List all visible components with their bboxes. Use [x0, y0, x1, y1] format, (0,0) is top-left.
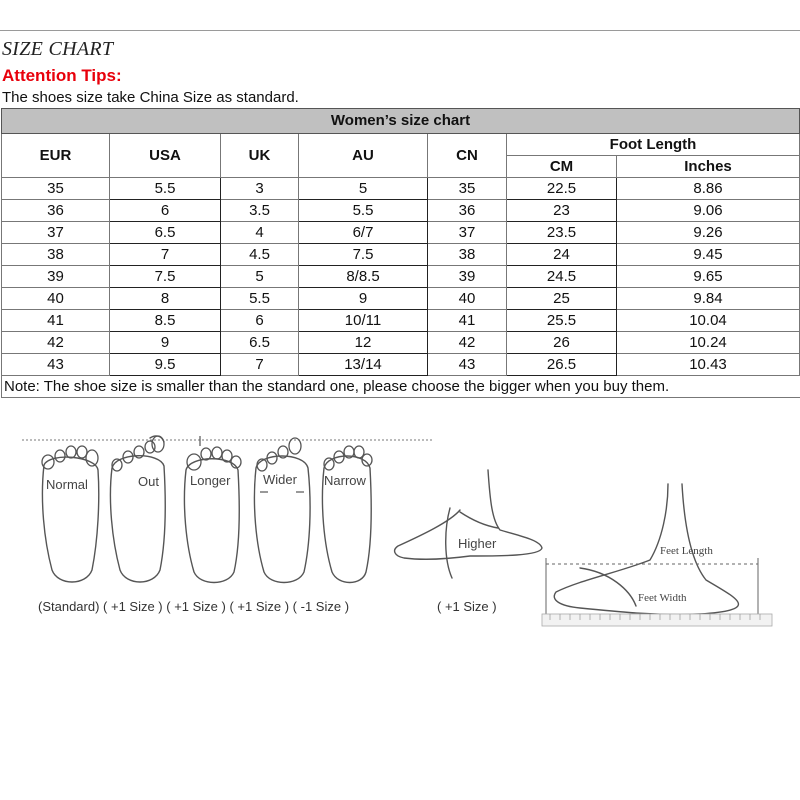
feet-width-label: Feet Width	[638, 592, 687, 604]
higher-label: Higher	[458, 536, 497, 551]
table-banner: Women’s size chart	[2, 109, 800, 134]
cell-au: 5	[299, 178, 428, 200]
column-header-uk: UK	[221, 134, 299, 178]
cell-inches: 9.65	[617, 266, 800, 288]
cell-eur: 38	[2, 244, 110, 266]
foot-label-longer: Longer	[190, 473, 231, 488]
size-chart-table	[1, 108, 800, 398]
cell-usa: 6	[110, 200, 221, 222]
cell-cn: 41	[428, 310, 507, 332]
table-row	[2, 310, 800, 332]
cell-cm: 25.5	[507, 310, 617, 332]
cell-cn: 35	[428, 178, 507, 200]
foot-wider-sketch	[254, 438, 310, 583]
cell-eur: 37	[2, 222, 110, 244]
cell-usa: 5.5	[110, 178, 221, 200]
feet-length-label: Feet Length	[660, 545, 713, 557]
foot-out-sketch	[110, 436, 165, 582]
cell-inches: 10.24	[617, 332, 800, 354]
cell-cn: 40	[428, 288, 507, 310]
cell-usa: 6.5	[110, 222, 221, 244]
cell-eur: 40	[2, 288, 110, 310]
foot-label-out: Out	[138, 474, 159, 489]
table-row	[2, 244, 800, 266]
cell-inches: 8.86	[617, 178, 800, 200]
cell-cm: 24.5	[507, 266, 617, 288]
cell-eur: 43	[2, 354, 110, 376]
column-header-eur: EUR	[2, 134, 110, 178]
cell-cn: 39	[428, 266, 507, 288]
cell-uk: 4	[221, 222, 299, 244]
cell-cn: 42	[428, 332, 507, 354]
cell-au: 12	[299, 332, 428, 354]
cell-uk: 4.5	[221, 244, 299, 266]
cell-cn: 38	[428, 244, 507, 266]
cell-cn: 37	[428, 222, 507, 244]
attention-heading: Attention Tips:	[2, 66, 122, 85]
column-header-au: AU	[299, 134, 428, 178]
cell-uk: 5	[221, 266, 299, 288]
table-row	[2, 354, 800, 376]
cell-au: 7.5	[299, 244, 428, 266]
cell-inches: 9.06	[617, 200, 800, 222]
cell-inches: 9.26	[617, 222, 800, 244]
cell-inches: 10.43	[617, 354, 800, 376]
cell-cm: 22.5	[507, 178, 617, 200]
foot-longer-sketch	[184, 436, 241, 583]
cell-eur: 36	[2, 200, 110, 222]
cell-usa: 8.5	[110, 310, 221, 332]
foot-illustration	[0, 420, 800, 660]
foot-label-wider: Wider	[263, 472, 297, 487]
column-header-foot-length: Foot Length	[507, 134, 800, 156]
table-row	[2, 266, 800, 288]
cell-au: 6/7	[299, 222, 428, 244]
column-header-cn: CN	[428, 134, 507, 178]
cell-cm: 24	[507, 244, 617, 266]
cell-usa: 8	[110, 288, 221, 310]
cell-inches: 10.04	[617, 310, 800, 332]
cell-cm: 23.5	[507, 222, 617, 244]
cell-inches: 9.45	[617, 244, 800, 266]
column-header-inches: Inches	[617, 156, 800, 178]
top-rule	[0, 30, 800, 31]
foot-label-narrow: Narrow	[324, 473, 366, 488]
cell-usa: 9.5	[110, 354, 221, 376]
cell-cm: 26.5	[507, 354, 617, 376]
cell-eur: 39	[2, 266, 110, 288]
cell-cm: 23	[507, 200, 617, 222]
cell-inches: 9.84	[617, 288, 800, 310]
column-header-usa: USA	[110, 134, 221, 178]
cell-eur: 41	[2, 310, 110, 332]
table-row	[2, 222, 800, 244]
table-row	[2, 200, 800, 222]
cell-eur: 35	[2, 178, 110, 200]
page-title: SIZE CHART	[2, 38, 114, 60]
cell-usa: 7	[110, 244, 221, 266]
table-row	[2, 332, 800, 354]
cell-usa: 9	[110, 332, 221, 354]
table-row	[2, 288, 800, 310]
cell-au: 8/8.5	[299, 266, 428, 288]
cell-uk: 6	[221, 310, 299, 332]
column-header-cm: CM	[507, 156, 617, 178]
cell-au: 5.5	[299, 200, 428, 222]
foot-measure-sketch	[542, 484, 772, 626]
cell-uk: 3	[221, 178, 299, 200]
ruler	[542, 614, 772, 626]
table-row	[2, 178, 800, 200]
cell-uk: 7	[221, 354, 299, 376]
cell-cm: 25	[507, 288, 617, 310]
foot-label-normal: Normal	[46, 477, 88, 492]
sizes-caption: (Standard) ( +1 Size ) ( +1 Size ) ( +1 Size ) ( -1 Size )	[38, 599, 350, 614]
cell-uk: 5.5	[221, 288, 299, 310]
cell-uk: 3.5	[221, 200, 299, 222]
cell-cn: 43	[428, 354, 507, 376]
cell-cm: 26	[507, 332, 617, 354]
cell-usa: 7.5	[110, 266, 221, 288]
cell-cn: 36	[428, 200, 507, 222]
table-body	[2, 178, 800, 376]
cell-au: 9	[299, 288, 428, 310]
cell-au: 13/14	[299, 354, 428, 376]
cell-eur: 42	[2, 332, 110, 354]
cell-au: 10/11	[299, 310, 428, 332]
foot-narrow-sketch	[322, 446, 372, 583]
cell-uk: 6.5	[221, 332, 299, 354]
foot-normal-sketch	[42, 446, 99, 582]
higher-caption: ( +1 Size )	[437, 599, 497, 614]
table-note: Note: The shoe size is smaller than the standard one, please choose the bigger when you buy them.	[2, 376, 800, 398]
foot-higher-sketch	[395, 470, 542, 578]
standard-note: The shoes size take China Size as standard.	[2, 89, 299, 106]
